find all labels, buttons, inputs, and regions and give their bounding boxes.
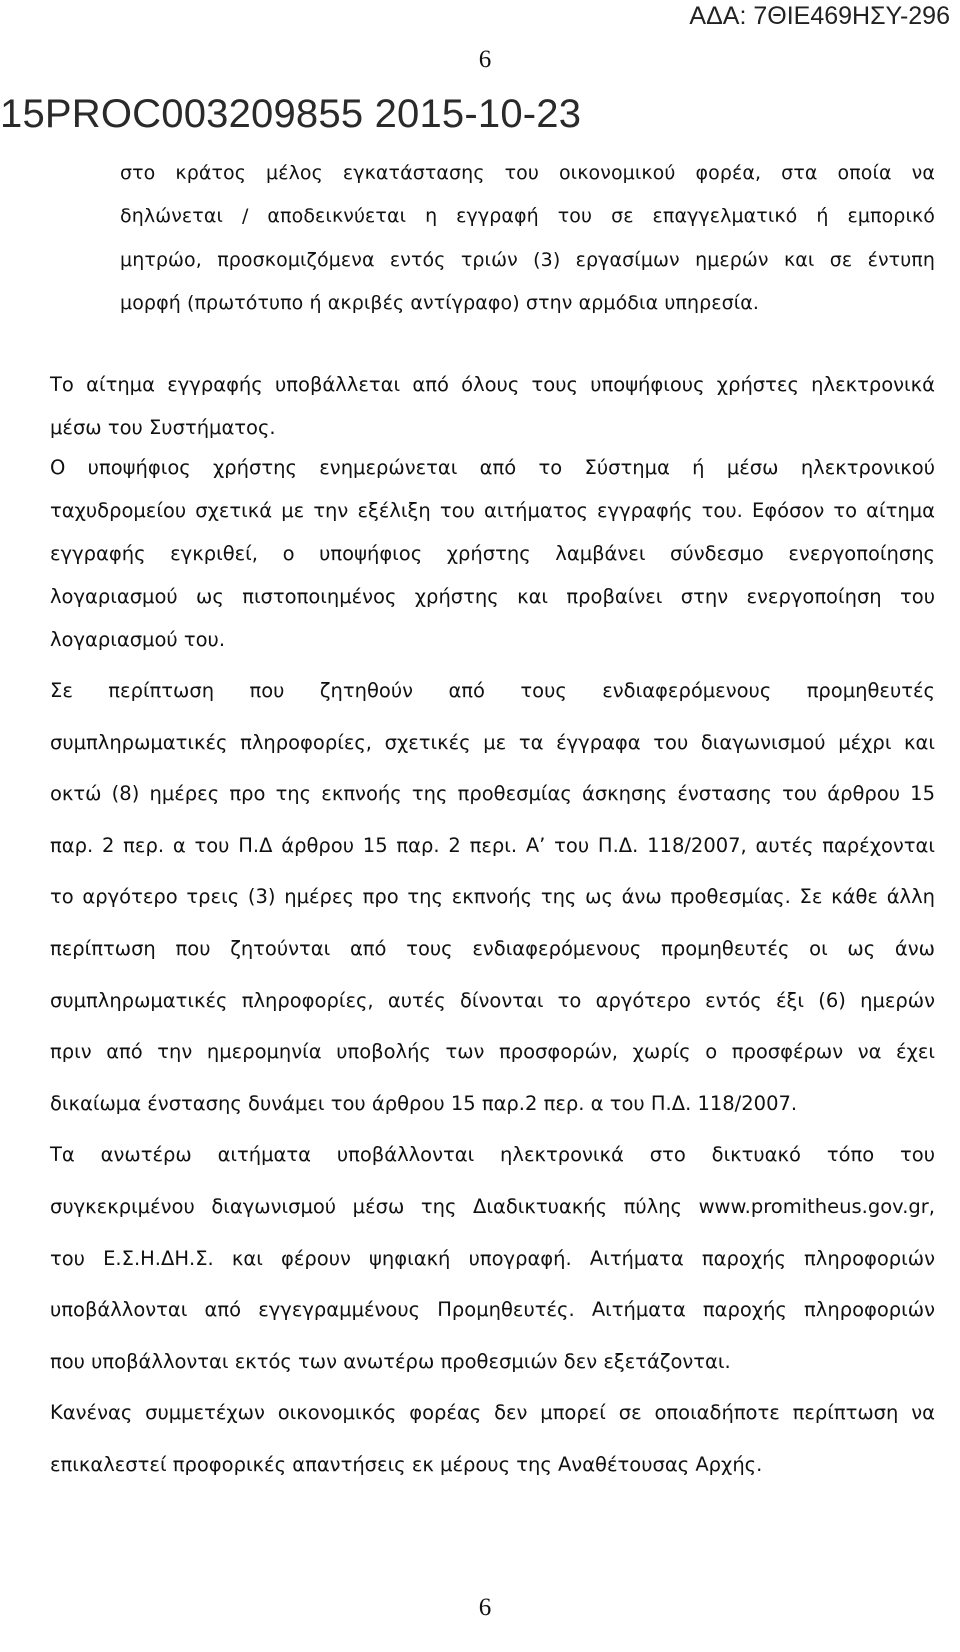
text-line: στο κράτος μέλος εγκατάστασης του οικονομικού φορέα, στα οποία να [120,162,935,184]
text-line: μέσω του Συστήματος. [50,416,276,439]
text-line: παρ. 2 περ. α του Π.Δ άρθρου 15 παρ. 2 περι. Α’ του Π.Δ. 118/2007, αυτές παρέχονται [50,833,935,857]
text-line: συμπληρωματικές πληροφορίες, σχετικές με τα έγγραφα του διαγωνισμού μέχρι και [50,730,935,754]
text-line: Κανένας συμμετέχων οικονομικός φορέας δεν μπορεί σε οποιαδήποτε περίπτωση να [50,1401,935,1425]
text-line: περίπτωση που ζητούνται από τους ενδιαφερόμενους προμηθευτές οι ως άνω [50,936,935,960]
text-line: συγκεκριμένου διαγωνισμού μέσω της Διαδικτυακής πύλης www.promitheus.gov.gr, [50,1194,935,1218]
text-line: μορφή (πρωτότυπο ή ακριβές αντίγραφο) στην αρμόδια υπηρεσία. [120,291,760,314]
text-line: Σε περίπτωση που ζητηθούν από τους ενδιαφερόμενους προμηθευτές [50,679,935,702]
text-line: δηλώνεται / αποδεικνύεται η εγγραφή του σε επαγγελματικό ή εμπορικό [120,205,935,228]
text-line: επικαλεστεί προφορικές απαντήσεις εκ μέρους της Αναθέτουσας Αρχής. [50,1452,763,1476]
text-line: του Ε.Σ.Η.ΔΗ.Σ. και φέρουν ψηφιακή υπογραφή. Αιτήματα παροχής πληροφοριών [50,1246,935,1270]
page-number-top: 6 [478,46,492,73]
text-line: συμπληρωματικές πληροφορίες, αυτές δίνονται το αργότερο εντός έξι (6) ημερών [50,988,935,1012]
ada-code: ΑΔΑ: 7ΘΙΕ469ΗΣΥ-296 [689,2,950,30]
text-line: λογαριασμού του. [50,628,226,651]
text-line: μητρώο, προσκομιζόμενα εντός τριών (3) εργασίμων ημερών και σε έντυπη [120,248,935,271]
paragraph-registration-request [50,363,935,449]
paragraph-registration-documents [120,152,935,325]
text-line: Το αίτημα εγγραφής υποβάλλεται από όλους τους υποψήφιους χρήστες ηλεκτρονικά [50,373,935,396]
text-line: οκτώ (8) ημέρες προ της εκπνοής της προθεσμίας άσκησης ένστασης του άρθρου 15 [50,782,935,806]
text-line: πριν από την ημερομηνία υποβολής των προσφορών, χωρίς ο προσφέρων να έχει [50,1040,935,1064]
text-line: εγγραφής εγκριθεί, ο υποψήφιος χρήστης λαμβάνει σύνδεσμο ενεργοποίησης [50,542,935,565]
paragraph-user-notification [50,446,935,661]
page-number-bottom: 6 [478,1594,492,1621]
text-line: Ο υποψήφιος χρήστης ενημερώνεται από το Σύστημα ή μέσω ηλεκτρονικού [50,456,935,479]
text-line: που υποβάλλονται εκτός των ανωτέρω προθεσμιών δεν εξετάζονται. [50,1349,731,1373]
paragraph-supplementary-information [50,665,935,1491]
text-line: λογαριασμού ως πιστοποιημένος χρήστης και προβαίνει στην ενεργοποίηση του [50,585,935,608]
text-line: ταχυδρομείου σχετικά με την εξέλιξη του αιτήματος εγγραφής του. Εφόσον το αίτημα [50,499,935,522]
text-line: υποβάλλονται από εγγεγραμμένους Προμηθευτές. Αιτήματα παροχής πληροφοριών [50,1298,935,1322]
text-line: δικαίωμα ένστασης δυνάμει του άρθρου 15 παρ.2 περ. α του Π.Δ. 118/2007. [50,1091,798,1115]
proc-stamp: 15PROC003209855 2015-10-23 [0,92,582,136]
text-line: Τα ανωτέρω αιτήματα υποβάλλονται ηλεκτρονικά στο δικτυακό τόπο του [50,1143,935,1167]
text-line: το αργότερο τρεις (3) ημέρες προ της εκπνοής της ως άνω προθεσμίας. Σε κάθε άλλη [50,885,935,909]
